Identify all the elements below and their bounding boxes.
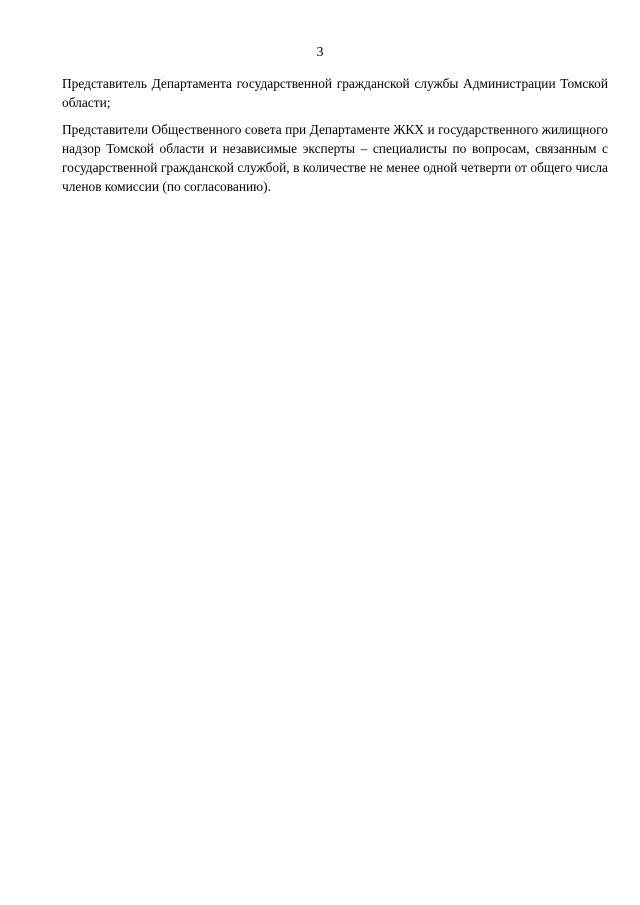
page-number: 3 (316, 45, 324, 60)
document-body (62, 74, 608, 204)
paragraph-public-council-representatives: Представители Общественного совета при Департаменте ЖКХ и государственного жилищного надзор Томской области и независимые эксперты – специалисты по вопросам, связанным с государственной гражданской службой, в количестве не менее одной четверти от общего числа членов комиссии (по согласованию). (62, 122, 608, 194)
paragraph-department-representative: Представитель Департамента государственной гражданской службы Администрации Томской области; (62, 76, 608, 110)
